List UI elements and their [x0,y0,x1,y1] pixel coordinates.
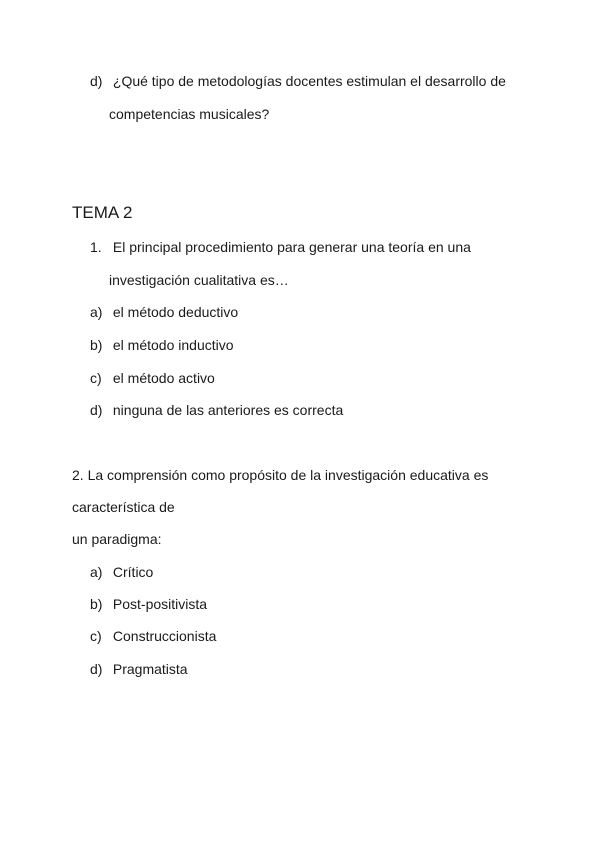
option-marker: a) [90,304,103,320]
option-text: el método deductivo [112,304,239,320]
question-1-option-a [90,303,238,321]
option-marker: b) [90,596,103,612]
option-text: ninguna de las anteriores es correcta [112,402,344,418]
question-2-line-3: un paradigma: [72,531,162,547]
option-text: Pragmatista [112,661,188,677]
option-marker: d) [90,73,103,89]
option-marker: b) [90,337,103,353]
option-marker: d) [90,661,103,677]
prev-option-d [90,72,506,90]
section-title: TEMA 2 [72,203,133,222]
option-marker: c) [90,370,102,386]
option-text: ¿Qué tipo de metodologías docentes estimulan el desarrollo de [112,73,506,89]
question-number: 1. [90,239,102,255]
question-2-option-d [90,660,188,678]
question-1-option-d [90,401,343,419]
question-1-line-2: investigación cualitativa es… [109,272,289,288]
option-text: Crítico [112,564,154,580]
question-text: El principal procedimiento para generar una teoría en una [112,239,471,255]
option-text: el método inductivo [112,337,234,353]
question-2-line-1: 2. La comprensión como propósito de la investigación educativa es [72,467,489,483]
option-marker: a) [90,564,103,580]
option-marker: d) [90,402,103,418]
question-1-option-c [90,369,215,387]
question-2-line-2: característica de [72,499,175,515]
option-text: el método activo [112,370,215,386]
question-1-option-b [90,336,234,354]
prev-option-d-continuation: competencias musicales? [109,106,270,122]
question-2-option-b [90,595,207,613]
question-2-option-a [90,563,153,581]
option-text: Post-positivista [112,596,208,612]
option-text: Construccionista [112,628,217,644]
option-marker: c) [90,628,102,644]
question-1-line-1 [90,238,471,256]
question-2-option-c [90,627,216,645]
